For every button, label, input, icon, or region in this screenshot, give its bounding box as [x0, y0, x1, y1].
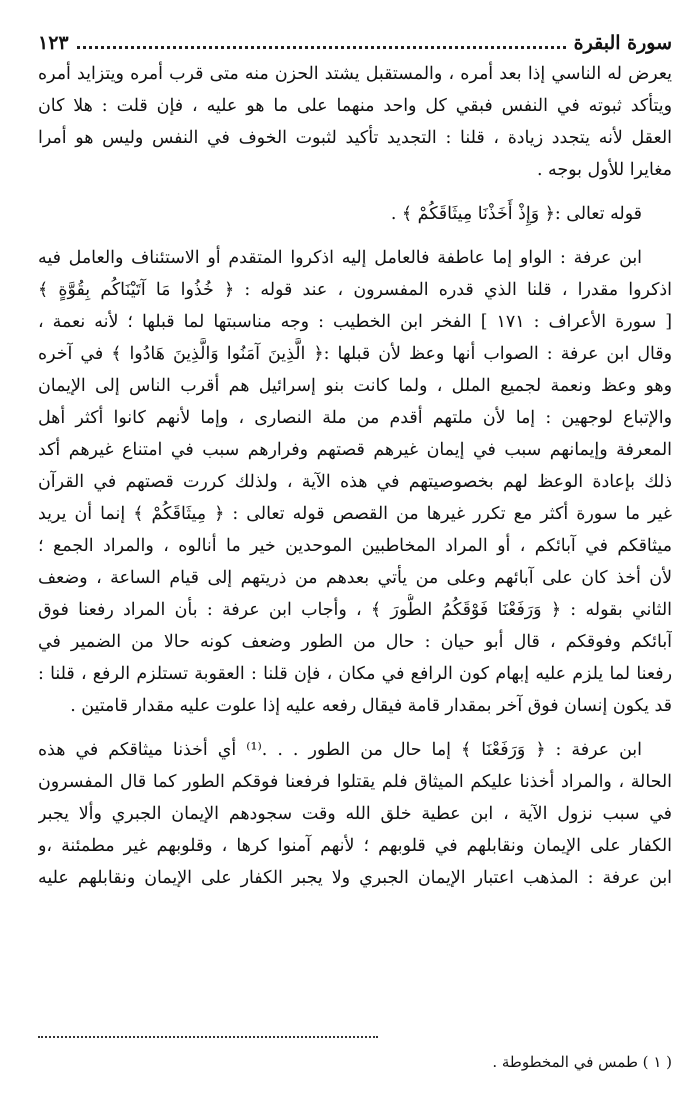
- text-line: [ سورة الأعراف : ١٧١ ] الفخر ابن الخطيب : وجه مناسبتها لما قبلها ؛ لأنه نعمة ،: [38, 312, 672, 332]
- page-header: [38, 28, 672, 54]
- text-line: غير ما سورة أكثر مع تكرر غيرها من القصص قوله تعالى : ﴿ مِيثَاقَكُمْ ﴾ إنما أن يريد: [38, 504, 672, 524]
- text-line: ذلك بإعادة الوعظ لهم بخصوصيتهم في هذه الآية ، ولذلك كررت قصتهم في القرآن: [38, 472, 672, 492]
- text-line: في سبب نزول الآية ، ابن عطية خلق الله وقت سجودهم الإيمان الجبري وألا يجبر: [38, 804, 672, 824]
- text-line: ميثاقكم في آبائكم ، أو المراد المخاطبين الموحدين خير ما أنالوه ، والمراد الجمع ؛: [38, 536, 672, 556]
- text-line: رفعنا لما يلزم عليه إبهام كون الرافع في مكان ، فإن قلنا : العقوبة تستلزم الرفع ، قلنا :: [38, 664, 672, 684]
- text-line: الكفار على الإيمان ونقابلهم في قلوبهم ؛ لأنهم آمنوا كرها ، وقلوبهم غير مطمئنة ،و: [38, 836, 672, 856]
- text-line: وهو وعظ ونعمة لجميع الملل ، ولما كانت بنو إسرائيل هم أقرب الناس إلى الإيمان: [38, 376, 672, 396]
- text-line: ابن عرفة : المذهب اعتبار الإيمان الجبري ولا يجبر الكفار على الإيمان ونقابلهم عليه: [38, 868, 672, 888]
- text-line: ويتأكد ثبوته في النفس فبقي كل واحد منهما على ما هو عليه ، فإن قلت : هلا كان: [38, 96, 672, 116]
- text-line: قد يكون إنسان فوق آخر بمقدار قامة فيقال رفعه عليه إذا علوت عليه مقدار قامتين .: [70, 696, 672, 716]
- text-line: يعرض له الناسي إذا بعد أمره ، والمستقبل يشتد الحزن منه متى قرب أمره ويتزايد أمره: [38, 64, 672, 84]
- text-line: الثاني بقوله : ﴿ وَرَفَعْنَا فَوْقَكُمُ الطُّورَ ﴾ ، وأجاب ابن عرفة : بأن المراد رفعنا فوق: [38, 600, 672, 620]
- text-line: الحالة ، والمراد أخذنا عليكم الميثاق فلم يقتلوا فرفعنا فوقكم الطور كما قال المفسرون: [38, 772, 672, 792]
- text-line: العقل لأنه يتجدد زيادة ، قلنا : التجديد تأكيد لثبوت الخوف في النفس وليس هو أمرا: [38, 128, 672, 148]
- footnote: ( ١ ) طمس في المخطوطة .: [492, 1053, 672, 1071]
- page-number: ١٢٣: [38, 32, 69, 54]
- footnote-separator: [38, 1036, 378, 1038]
- text-line: آبائكم وفوقكم ، قال أبو حيان : حال من الطور وضعف كونه حالا من الضمير في: [38, 632, 672, 652]
- text-line: ابن عرفة : الواو إما عاطفة فالعامل إليه اذكروا المتقدم أو الاستئناف والعامل فيه: [38, 248, 642, 268]
- text-line: ابن عرفة : ﴿ وَرَفَعْنَا ﴾ إما حال من الطور . . .⁽¹⁾ أي أخذنا ميثاقكم في هذه: [38, 740, 642, 760]
- body-text: [38, 58, 672, 894]
- text-line: لأن أخذ كان على آبائهم وعلى من يأتي بعدهم من ذريتهم إلى قيام الساعة ، وضعف: [38, 568, 672, 588]
- header-dotted-leader: [77, 46, 566, 49]
- surah-title: سورة البقرة: [573, 32, 672, 54]
- text-line: مغايرا للأول بوجه .: [537, 160, 672, 180]
- text-line: والإتباع لوجهين : إما لأن ملتهم أقدم من ملة النصارى ، وإما لأنهم كانوا أكثر أهل: [38, 408, 672, 428]
- verse-heading: قوله تعالى :﴿ وَإِذْ أَخَذْنَا مِيثَاقَكُمْ ﴾ .: [390, 204, 642, 224]
- text-line: وقال ابن عرفة : الصواب أنها وعظ لأن قبلها :﴿ الَّذِينَ آمَنُوا وَالَّذِينَ هَادُوا ﴾ في آخره: [38, 344, 672, 364]
- text-line: المعرفة وإيمانهم سبب في إيمان غيرهم قصتهم وفرارهم سبب في امتناع غيرهم أكد: [38, 440, 672, 460]
- text-line: اذكروا مقدرا ، قلنا الذي قدره المفسرون ، عند قوله : ﴿ خُذُوا مَا آتَيْنَاكُم بِقُوَّةٍ ﴾: [38, 280, 672, 300]
- book-page: [38, 0, 672, 1094]
